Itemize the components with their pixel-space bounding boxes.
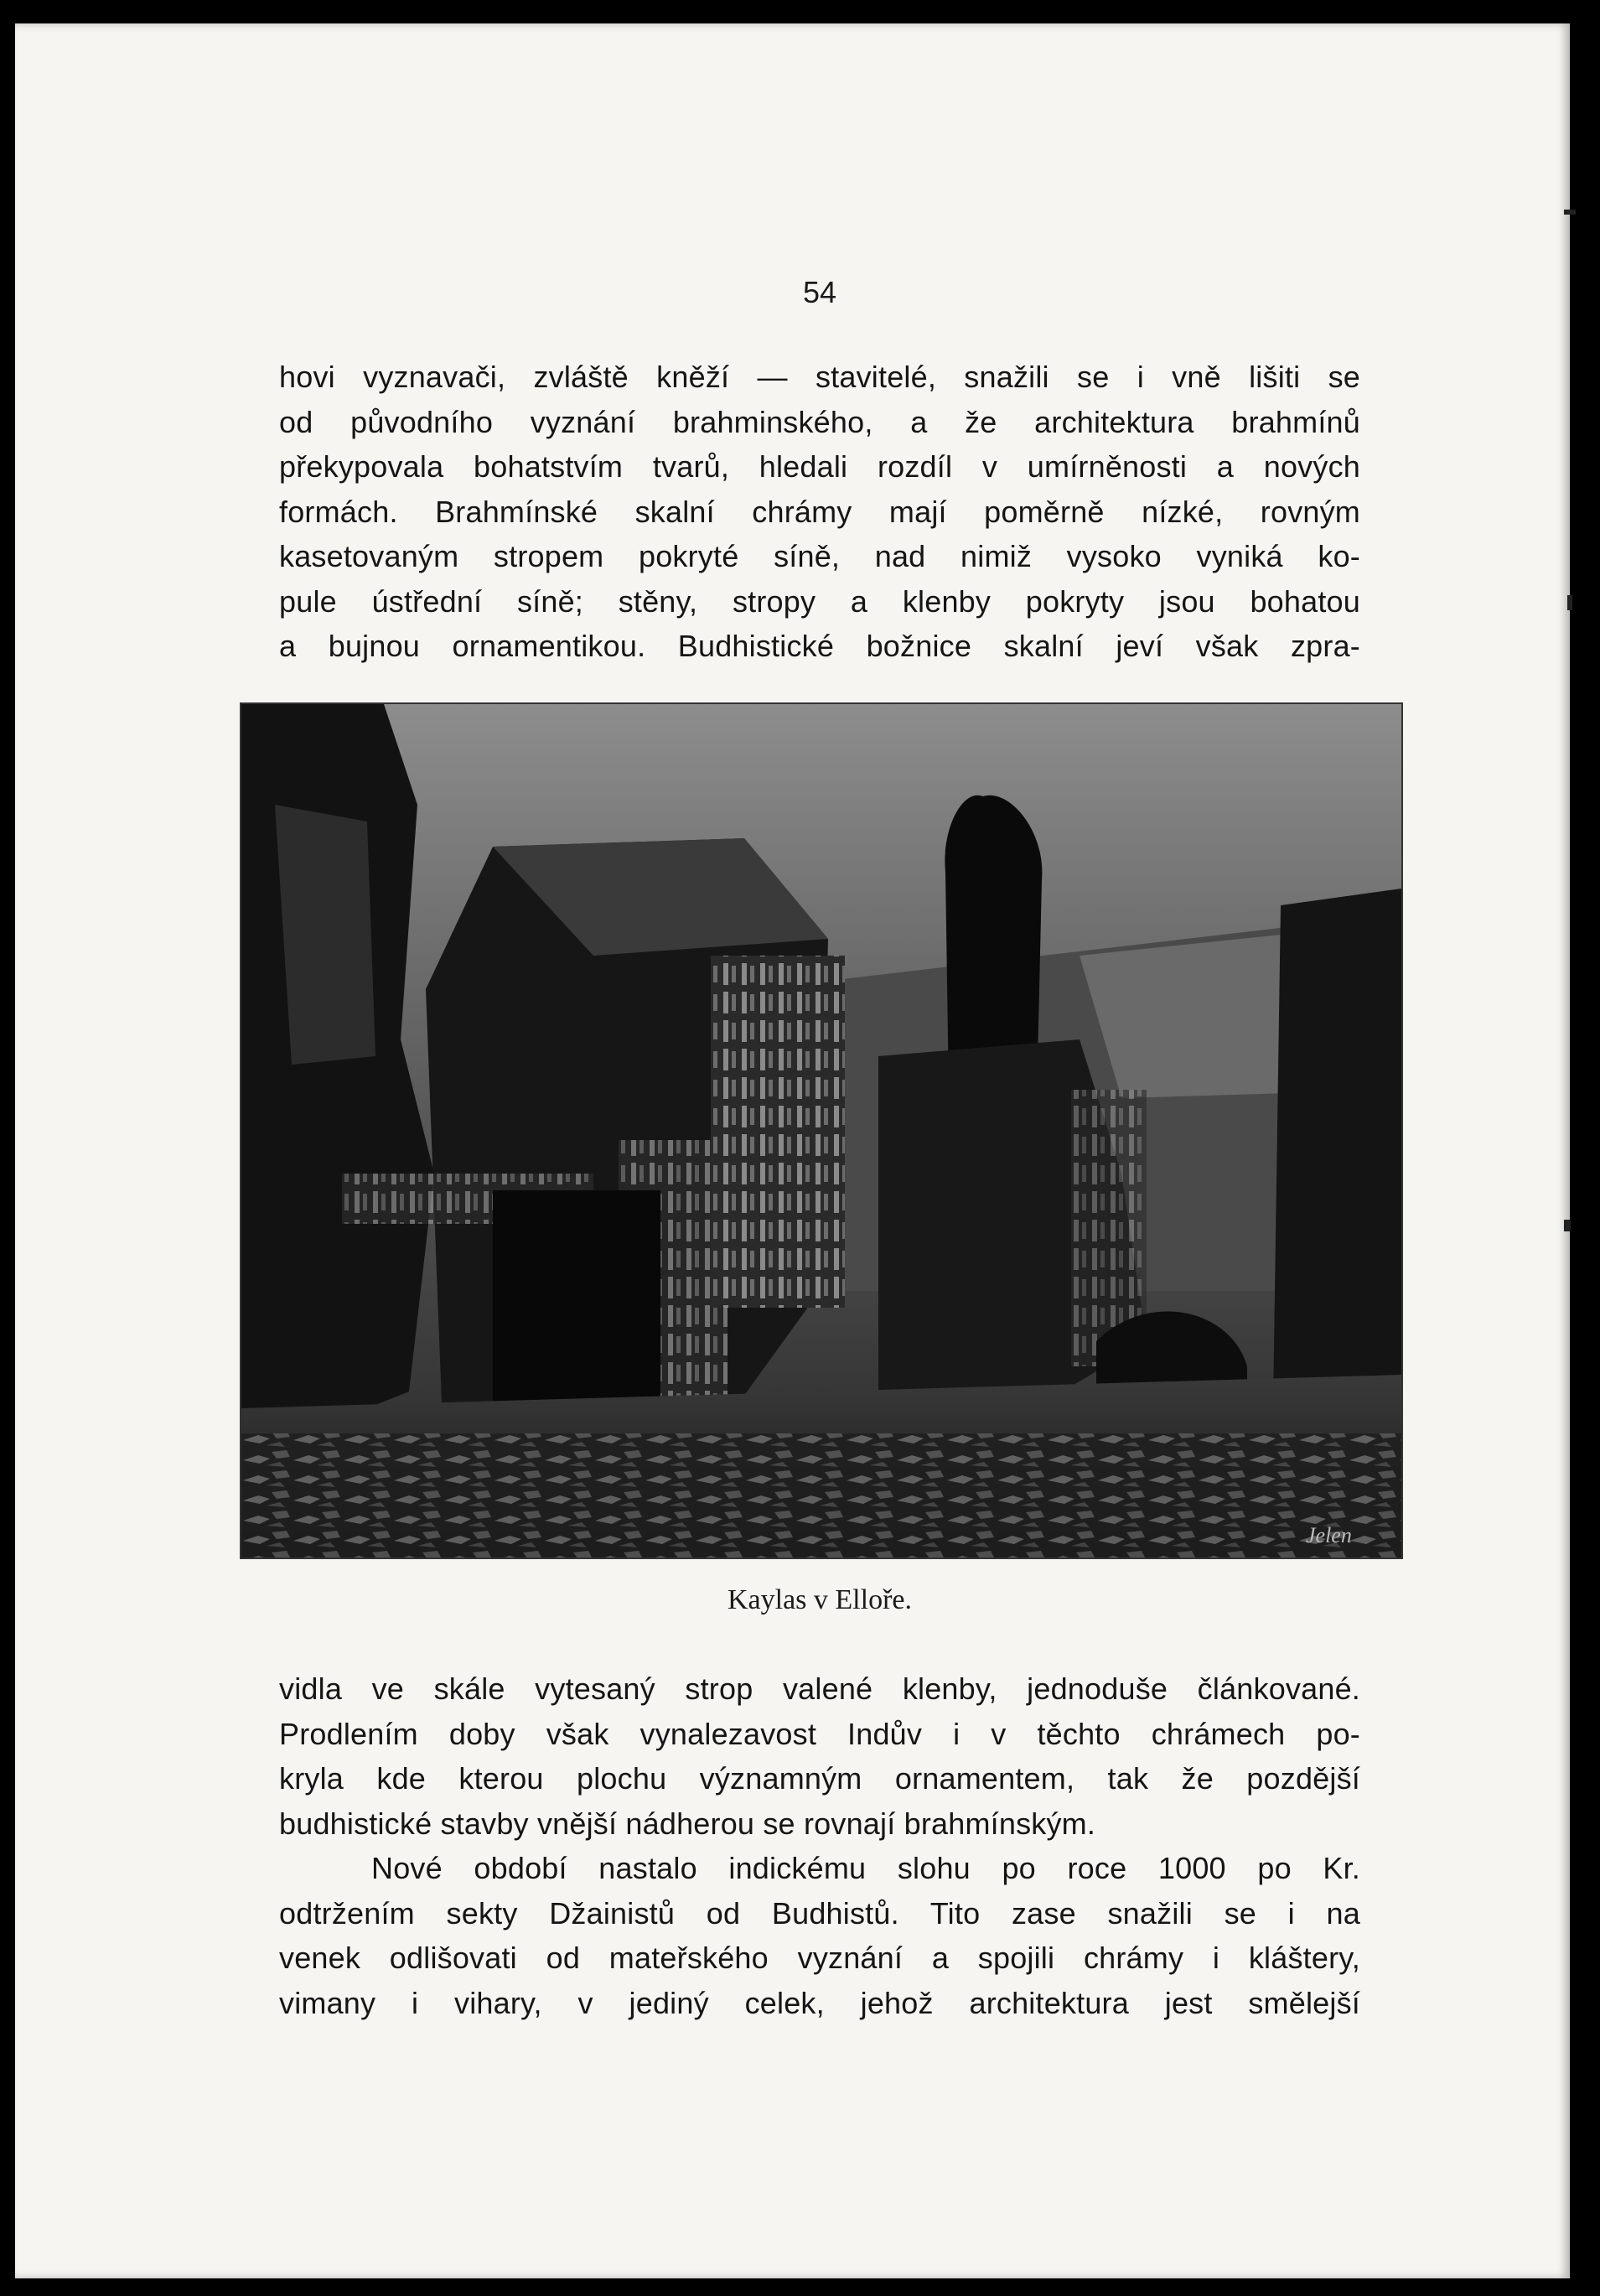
scan-edge-mark [1564,1220,1571,1231]
text-line: kryla kde kterou plochu významným ornamentem, tak že pozdější [279,1761,1360,1796]
text-line: vidla ve skále vytesaný strop valené klenby, jednoduše článkované. [279,1671,1360,1706]
book-page [15,23,1570,2278]
kaylas-ellora-image [241,704,1401,1557]
scan-edge-mark [1567,595,1572,610]
text-line: Nové období nastalo indickému slohu po roce 1000 po Kr. [371,1851,1360,1885]
text-line: Prodlením doby však vynalezavost Indův i v těchto chrámech po- [279,1716,1360,1751]
text-line: vimany i vihary, v jediný celek, jehož architektura jest smělejší [279,1985,1360,2020]
temple-illustration [240,702,1403,1559]
text-line: od původního vyznání brahminského, a že architektura brahmínů [279,404,1360,439]
paragraph-top [279,355,1360,669]
text-line: kasetovaným stropem pokryté síně, nad nimiž vysoko vyniká ko- [279,539,1360,573]
text-line: odtržením sekty Džainistů od Budhistů. Tito zase snažili se i na [279,1895,1360,1931]
scan-edge-mark [1564,210,1576,215]
text-line: hovi vyznavači, zvláště kněží — stavitelé, snažili se i vně lišiti se [279,360,1360,394]
page-number: 54 [803,275,837,309]
figure-caption: Kaylas v Elloře. [728,1584,912,1615]
text-line: venek odlišovati od mateřského vyznání a spojili chrámy i kláštery, [279,1941,1360,1975]
paragraph-bottom [279,1666,1360,2025]
text-line: budhistické stavby vnější nádherou se rovnají brahmínským. [279,1806,1096,1841]
text-line: pule ústřední síně; stěny, stropy a klenby pokryty jsou bohatou [279,583,1360,619]
text-line: formách. Brahmínské skalní chrámy mají poměrně nízké, rovným [279,494,1360,529]
artist-signature: Jelen [1306,1523,1352,1547]
text-line: překypovala bohatstvím tvarů, hledali rozdíl v umírněnosti a nových [279,449,1360,484]
text-line: a bujnou ornamentikou. Budhistické božnice skalní jeví však zpra- [279,629,1360,663]
